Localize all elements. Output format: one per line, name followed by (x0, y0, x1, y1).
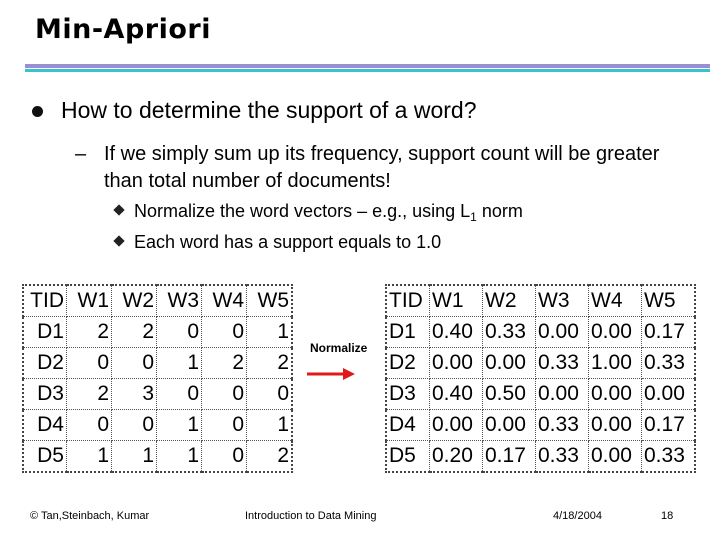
table-cell: 0.33 (536, 441, 589, 473)
table-cell: 1 (247, 317, 293, 348)
table-header-cell: W3 (536, 285, 589, 317)
footer-page-number: 18 (661, 510, 674, 522)
table-cell: 2 (67, 379, 112, 410)
table-row (23, 441, 292, 473)
table-cell: 0.00 (589, 441, 642, 473)
table-cell: 0.00 (589, 317, 642, 348)
table-cell: 0.00 (589, 410, 642, 441)
bullet-2-text: If we simply sum up its frequency, support count will be greater than total number of documents! (104, 143, 660, 192)
table-header-cell: TID (23, 285, 67, 317)
title-rule-bottom (25, 69, 710, 72)
table-cell: D2 (23, 348, 67, 379)
table-cell: 0.20 (430, 441, 483, 473)
title-rule-top (25, 64, 710, 68)
table-cell: 2 (202, 348, 247, 379)
table-header-row (23, 285, 292, 317)
table-cell: 0.17 (642, 317, 696, 348)
table-cell: 0.33 (536, 348, 589, 379)
table-cell: 0.33 (483, 317, 536, 348)
table-header-cell: W1 (67, 285, 112, 317)
table-row (386, 441, 695, 473)
table-cell: 0.00 (483, 410, 536, 441)
footer-course: Introduction to Data Mining (245, 510, 377, 522)
sub-bullet-1-text: Normalize the word vectors – e.g., using $L_1$ norm (134, 201, 523, 224)
table-cell: 0 (112, 348, 157, 379)
table-header-cell: W2 (483, 285, 536, 317)
sub-bullet-2-text: Each word has a support equals to 1.0 (134, 232, 442, 252)
table-cell: D2 (386, 348, 430, 379)
table-cell: 2 (247, 441, 293, 473)
table-cell: 0 (202, 379, 247, 410)
table-cell: D5 (23, 441, 67, 473)
table-cell: 1.00 (589, 348, 642, 379)
table-cell: 0.50 (483, 379, 536, 410)
table-cell: 0 (112, 410, 157, 441)
table-cell: D4 (386, 410, 430, 441)
table-cell: 0.17 (642, 410, 696, 441)
table-cell: 1 (157, 410, 202, 441)
table-cell: 0.33 (536, 410, 589, 441)
arrow-head (343, 368, 355, 380)
table-header-cell: TID (386, 285, 430, 317)
table-cell: 0.00 (430, 410, 483, 441)
table-header-row (386, 285, 695, 317)
table-cell: 0.00 (536, 379, 589, 410)
diamond-bullet-icon (113, 204, 124, 215)
table-row (23, 410, 292, 441)
table-cell: 1 (157, 348, 202, 379)
table-cell: 0 (202, 317, 247, 348)
table-cell: 0.00 (430, 348, 483, 379)
table-cell: 0 (157, 317, 202, 348)
table-cell: D3 (386, 379, 430, 410)
table-cell: 0.40 (430, 379, 483, 410)
table-row (386, 379, 695, 410)
table-cell: 1 (112, 441, 157, 473)
table-row (23, 348, 292, 379)
normalize-label: Normalize (310, 341, 368, 355)
table-cell: 1 (247, 410, 293, 441)
normalized-table (385, 284, 696, 473)
table-cell: D1 (23, 317, 67, 348)
table-cell: 0.00 (589, 379, 642, 410)
table-cell: 0 (157, 379, 202, 410)
raw-frequency-table (22, 284, 293, 473)
table-cell: 0 (247, 379, 293, 410)
footer-date: 4/18/2004 (553, 510, 602, 522)
diamond-bullet-icon (113, 235, 124, 246)
bullet-1-text: How to determine the support of a word? (61, 97, 477, 123)
table-cell: 2 (247, 348, 293, 379)
table-cell: 0 (67, 348, 112, 379)
table-row (386, 348, 695, 379)
table-cell: D4 (23, 410, 67, 441)
bullet-dot-icon (32, 106, 43, 117)
table-header-cell: W4 (202, 285, 247, 317)
table-cell: D5 (386, 441, 430, 473)
table-cell: 0 (67, 410, 112, 441)
table-cell: 0.00 (536, 317, 589, 348)
table-row (386, 317, 695, 348)
table-header-cell: W5 (642, 285, 696, 317)
table-cell: 2 (67, 317, 112, 348)
right-arrow-icon (306, 365, 358, 383)
table-cell: D3 (23, 379, 67, 410)
table-row (386, 410, 695, 441)
table-cell: 0.33 (642, 348, 696, 379)
table-cell: 0.00 (642, 379, 696, 410)
table-header-cell: W1 (430, 285, 483, 317)
dash-marker: – (75, 143, 87, 165)
table-header-cell: W5 (247, 285, 293, 317)
table-cell: 0.00 (483, 348, 536, 379)
table-row (23, 317, 292, 348)
table-cell: 2 (112, 317, 157, 348)
footer-copyright: © Tan,Steinbach, Kumar (30, 510, 150, 522)
table-cell: 3 (112, 379, 157, 410)
table-cell: 0.40 (430, 317, 483, 348)
table-header-cell: W4 (589, 285, 642, 317)
table-cell: 0 (202, 410, 247, 441)
slide-title: Min-Apriori (35, 14, 211, 45)
table-cell: 0.33 (642, 441, 696, 473)
table-cell: 1 (67, 441, 112, 473)
table-row (23, 379, 292, 410)
table-cell: 0.17 (483, 441, 536, 473)
table-cell: 1 (157, 441, 202, 473)
table-header-cell: W3 (157, 285, 202, 317)
table-cell: D1 (386, 317, 430, 348)
table-header-cell: W2 (112, 285, 157, 317)
table-cell: 0 (202, 441, 247, 473)
